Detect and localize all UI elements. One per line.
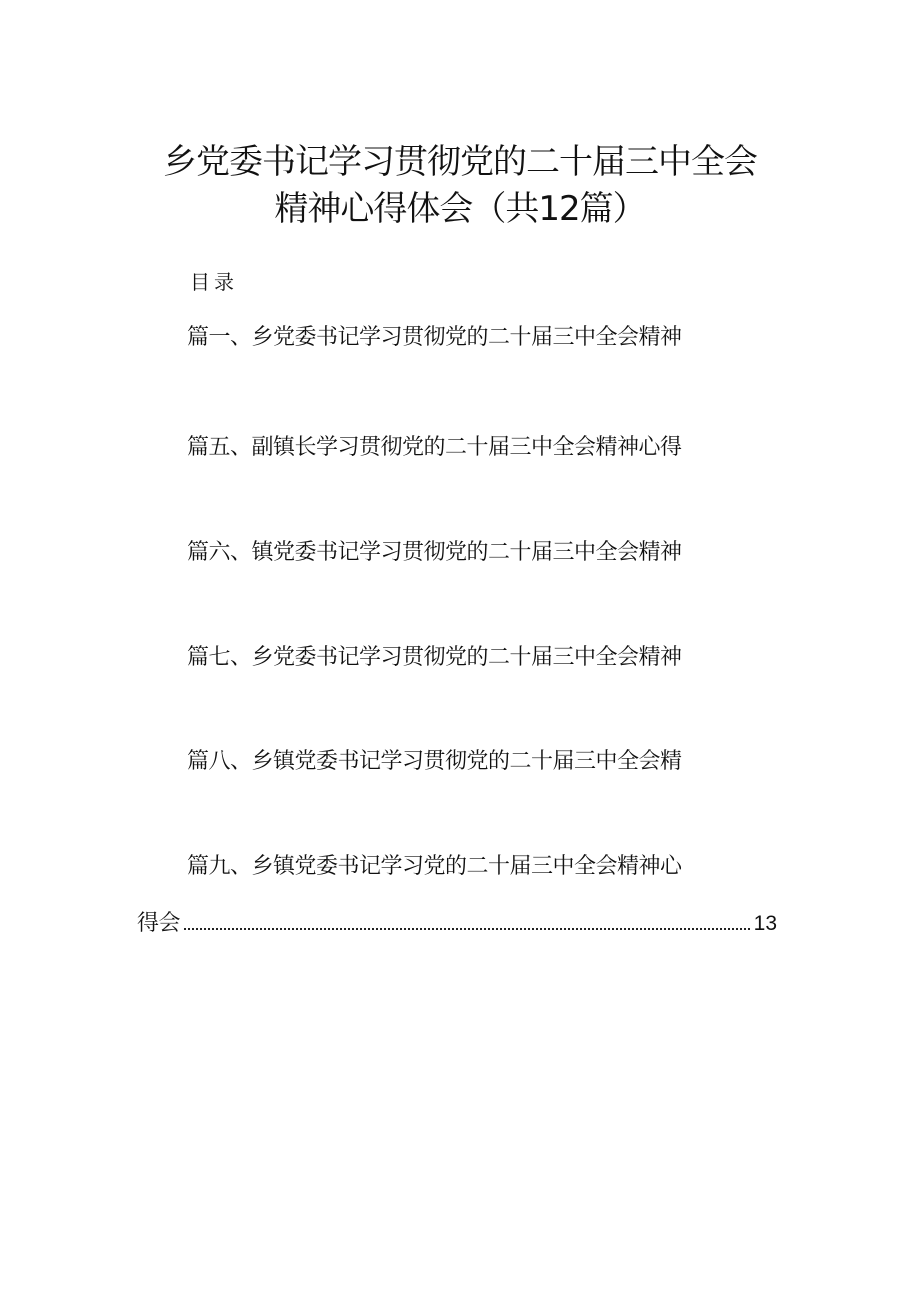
toc-heading: 目录: [190, 270, 238, 294]
toc-item-continuation[interactable]: [137, 908, 777, 940]
toc-item[interactable]: 篇七、乡党委书记学习贯彻党的二十届三中全会精神: [187, 645, 682, 670]
document-title-line-2: 精神心得体会（共12篇）: [274, 189, 646, 229]
toc-item[interactable]: 篇一、乡党委书记学习贯彻党的二十届三中全会精神: [187, 325, 682, 350]
document-title-line-1: 乡党委书记学习贯彻党的二十届三中全会: [163, 142, 757, 182]
toc-item[interactable]: 篇五、副镇长学习贯彻党的二十届三中全会精神心得: [187, 435, 682, 460]
toc-continuation-text: 得会: [137, 911, 181, 936]
toc-dot-leader: [184, 928, 750, 930]
toc-page-number: 13: [753, 912, 777, 935]
toc-item[interactable]: 篇八、乡镇党委书记学习贯彻党的二十届三中全会精: [187, 749, 682, 774]
toc-item[interactable]: 篇九、乡镇党委书记学习党的二十届三中全会精神心: [187, 854, 682, 879]
toc-item[interactable]: 篇六、镇党委书记学习贯彻党的二十届三中全会精神: [187, 540, 682, 565]
